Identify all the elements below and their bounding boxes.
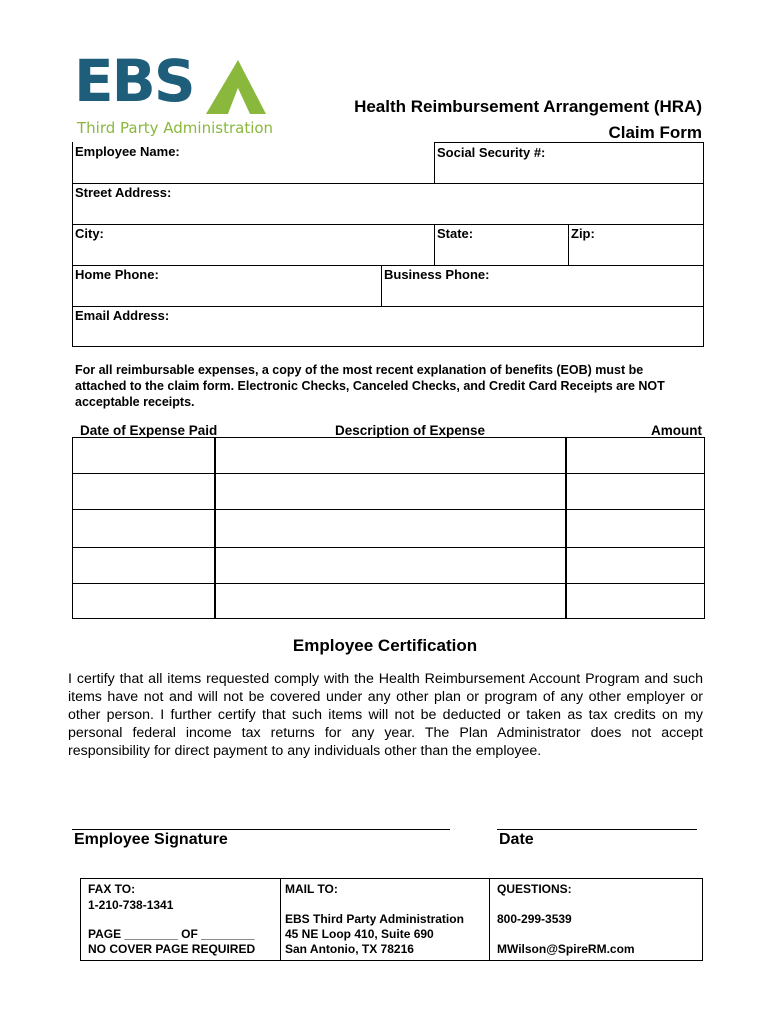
business-phone-field[interactable] (381, 265, 704, 307)
expense-date-cell[interactable] (72, 547, 215, 584)
expense-date-cell[interactable] (72, 583, 215, 619)
expense-description-cell[interactable] (215, 473, 566, 510)
zip-label: Zip: (571, 226, 595, 241)
expense-description-cell[interactable] (215, 547, 566, 584)
eob-notice: For all reimbursable expenses, a copy of the most recent explanation of benefits (EOB) must be attached to the claim form. Electronic Checks, Canceled Checks, and Credit Card Receipts are NOT acceptable receipts. (75, 363, 665, 409)
fax-number: 1-210-738-1341 (88, 898, 174, 912)
email-label: Email Address: (75, 308, 170, 323)
street-address-label: Street Address: (75, 185, 172, 200)
questions-section (489, 879, 702, 960)
questions-label: QUESTIONS: (497, 882, 572, 896)
questions-email[interactable]: MWilson@SpireRM.com (497, 942, 635, 956)
home-phone-field[interactable] (72, 265, 382, 307)
date-signature-line[interactable] (497, 829, 697, 830)
expense-amount-cell[interactable] (566, 473, 705, 510)
zip-field[interactable] (568, 224, 704, 266)
expense-description-cell[interactable] (215, 437, 566, 474)
certification-text: I certify that all items requested comply with the Health Reimbursement Account Program and such items have not and will not be covered under any other plan or program of any other employer or other person. I further certify that such items will not be deducted or taken as tax credits on my personal federal income tax returns for any year. The Plan Administrator does not accept responsibility for direct payment to any individuals other than the employee. (68, 671, 703, 759)
email-field[interactable] (72, 306, 704, 347)
employee-name-label: Employee Name: (75, 144, 180, 159)
street-address-field[interactable] (72, 183, 704, 225)
expense-date-cell[interactable] (72, 437, 215, 474)
logo-subtitle: Third Party Administration (77, 119, 274, 137)
certification-title: Employee Certification (292, 636, 478, 655)
personal-info-grid (72, 142, 704, 347)
page-count-line: PAGE ________ OF ________ (88, 927, 255, 941)
business-phone-label: Business Phone: (384, 267, 490, 282)
mail-name: EBS Third Party Administration (285, 912, 464, 926)
fax-section (81, 879, 281, 960)
date-label: Date (499, 831, 534, 848)
city-label: City: (75, 226, 104, 241)
mail-street: 45 NE Loop 410, Suite 690 (285, 927, 434, 941)
home-phone-label: Home Phone: (75, 267, 159, 282)
employee-name-field[interactable] (72, 142, 435, 184)
col-amount-header: Amount (651, 423, 702, 438)
logo-triangle-icon (200, 58, 268, 116)
expense-amount-cell[interactable] (566, 547, 705, 584)
employee-signature-line[interactable] (72, 829, 450, 830)
mail-label: MAIL TO: (285, 882, 338, 896)
ssn-label: Social Security #: (437, 145, 546, 160)
col-date-header: Date of Expense Paid (80, 423, 218, 438)
form-title: Health Reimbursement Arrangement (HRA) (354, 97, 702, 116)
expense-description-cell[interactable] (215, 509, 566, 548)
expense-date-cell[interactable] (72, 509, 215, 548)
expense-description-cell[interactable] (215, 583, 566, 619)
questions-phone: 800-299-3539 (497, 912, 572, 926)
mail-section (280, 879, 490, 960)
city-field[interactable] (72, 224, 435, 266)
state-field[interactable] (434, 224, 569, 266)
expense-amount-cell[interactable] (566, 437, 705, 474)
logo-letters: EBS (74, 47, 194, 115)
contact-footer (80, 878, 703, 961)
employee-signature-label: Employee Signature (74, 831, 228, 848)
mail-city: San Antonio, TX 78216 (285, 942, 414, 956)
no-cover-note: NO COVER PAGE REQUIRED (88, 942, 256, 956)
col-description-header: Description of Expense (335, 423, 486, 438)
expense-date-cell[interactable] (72, 473, 215, 510)
expense-amount-cell[interactable] (566, 509, 705, 548)
expense-amount-cell[interactable] (566, 583, 705, 619)
expense-table (72, 437, 705, 619)
state-label: State: (437, 226, 474, 241)
form-subtitle: Claim Form (608, 123, 702, 142)
ssn-field[interactable] (434, 142, 704, 184)
fax-label: FAX TO: (88, 882, 136, 896)
